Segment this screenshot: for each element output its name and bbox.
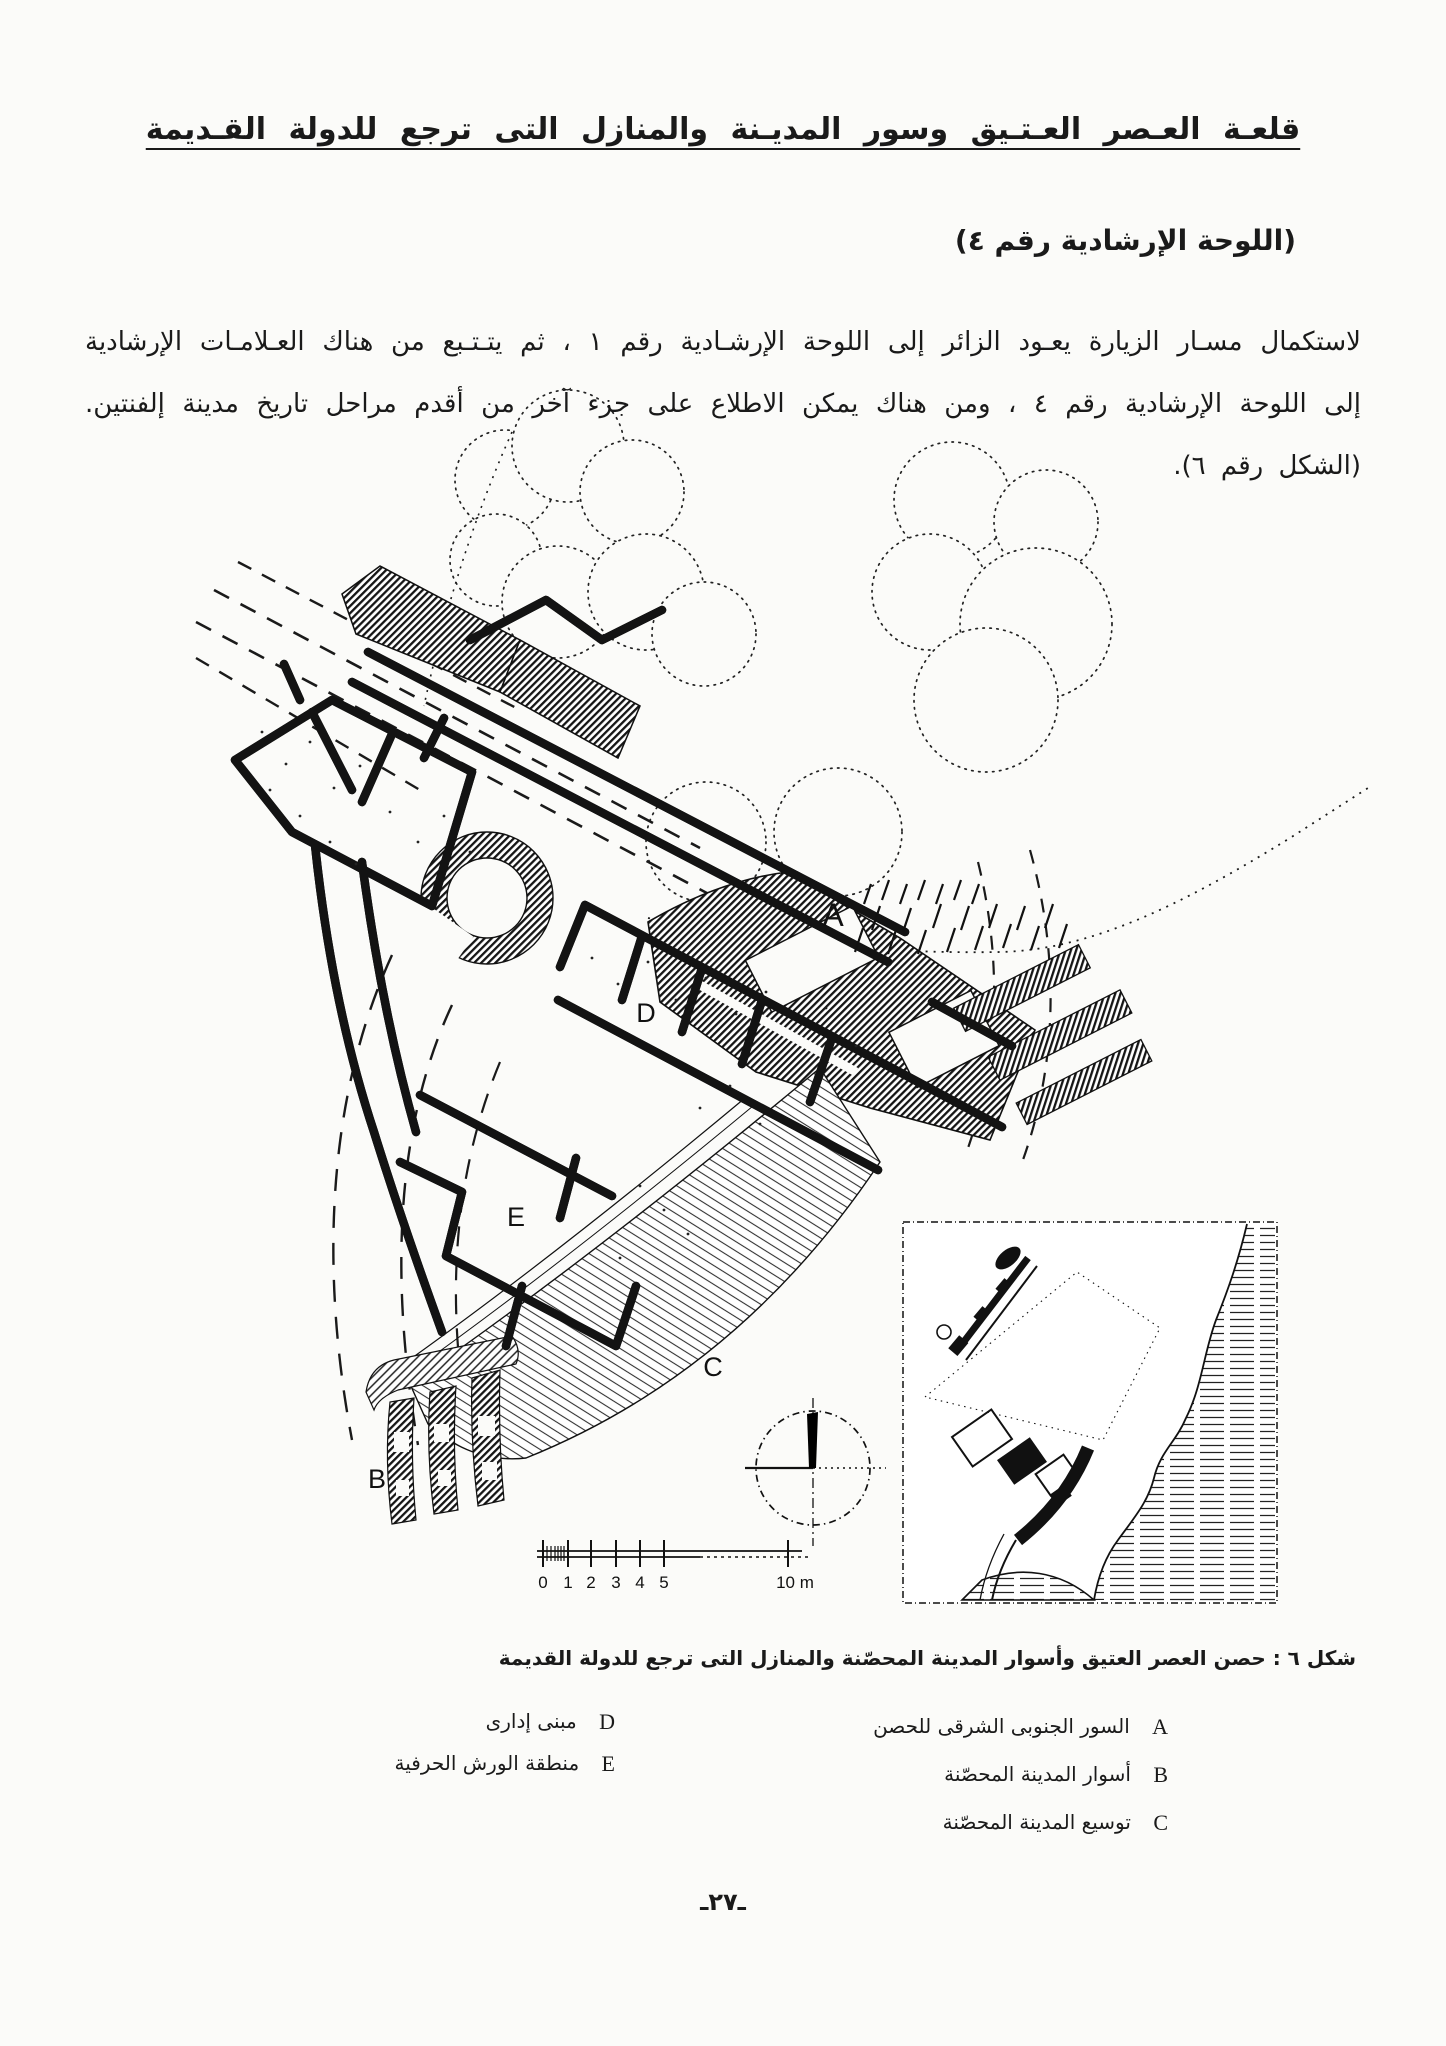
plan-label-e: E: [506, 1202, 526, 1232]
legend-key-a: A: [1152, 1714, 1168, 1739]
figure-caption: شكل ٦ : حصن العصر العتيق وأسوار المدينة المحصّنة والمنازل التى ترجع للدولة القديمة: [498, 1646, 1356, 1670]
svg-text:5: 5: [659, 1573, 669, 1592]
svg-text:3: 3: [611, 1573, 621, 1592]
svg-text:2: 2: [586, 1573, 596, 1592]
plan-label-c: C: [703, 1352, 723, 1382]
svg-text:4: 4: [635, 1573, 645, 1592]
legend-item-d: [395, 1700, 616, 1742]
svg-text:0: 0: [538, 1573, 548, 1592]
legend-label-e: منطقة الورش الحرفية: [394, 1751, 580, 1775]
legend-label-b: أسوار المدينة المحصّنة: [944, 1762, 1131, 1786]
city-wall-band-b: [366, 1336, 518, 1524]
legend-key-b: B: [1153, 1762, 1168, 1787]
page-subtitle: (اللوحة الإرشادية رقم ٤): [954, 224, 1296, 257]
legend-key-e: E: [601, 1751, 615, 1776]
scale-bar: [537, 1540, 814, 1592]
legend-key-c: C: [1153, 1810, 1168, 1835]
legend-item-e: [395, 1742, 616, 1784]
svg-text:1: 1: [563, 1573, 573, 1592]
legend-label-a: السور الجنوبى الشرقى للحصن: [873, 1714, 1130, 1738]
legend-key-d: D: [599, 1709, 615, 1734]
legend-item-a: [873, 1702, 1168, 1750]
page-title: قلعـة العـصر العـتـيق وسور المديـنة والمنازل التى ترجع للدولة القـديمة: [145, 112, 1301, 147]
body-paragraph: لاستكمال مسـار الزيارة يعـود الزائر إلى اللوحة الإرشـادية رقم ١ ، ثم يتـتـبع من هناك العـلامـات الإرشادية إلى اللوحة الإرشادية رقم ٤ ، ومن هناك يمكن الاطلاع على جزء آخر من أقدم مراحل تاريخ مدينة إلفنتين. (الشكل رقم ٦).: [85, 327, 1361, 481]
plan-label-a: A: [822, 897, 844, 933]
plan-label-d: D: [636, 998, 656, 1028]
compass-icon: [745, 1398, 886, 1546]
legend-label-d: مبنى إدارى: [485, 1709, 577, 1733]
plan-label-b: B: [367, 1464, 387, 1494]
city-wall-band-c: [398, 1068, 880, 1459]
legend-item-b: [873, 1750, 1168, 1798]
inset-map: [903, 1222, 1277, 1603]
legend-label-c: توسيع المدينة المحصّنة: [942, 1810, 1131, 1834]
figure-legend-de: [395, 1700, 616, 1784]
scale-end-label: 10 m: [776, 1573, 814, 1592]
figure-legend-abc: [873, 1702, 1168, 1846]
legend-item-c: [873, 1798, 1168, 1846]
page-number: ـ٢٧ـ: [700, 1888, 746, 1916]
